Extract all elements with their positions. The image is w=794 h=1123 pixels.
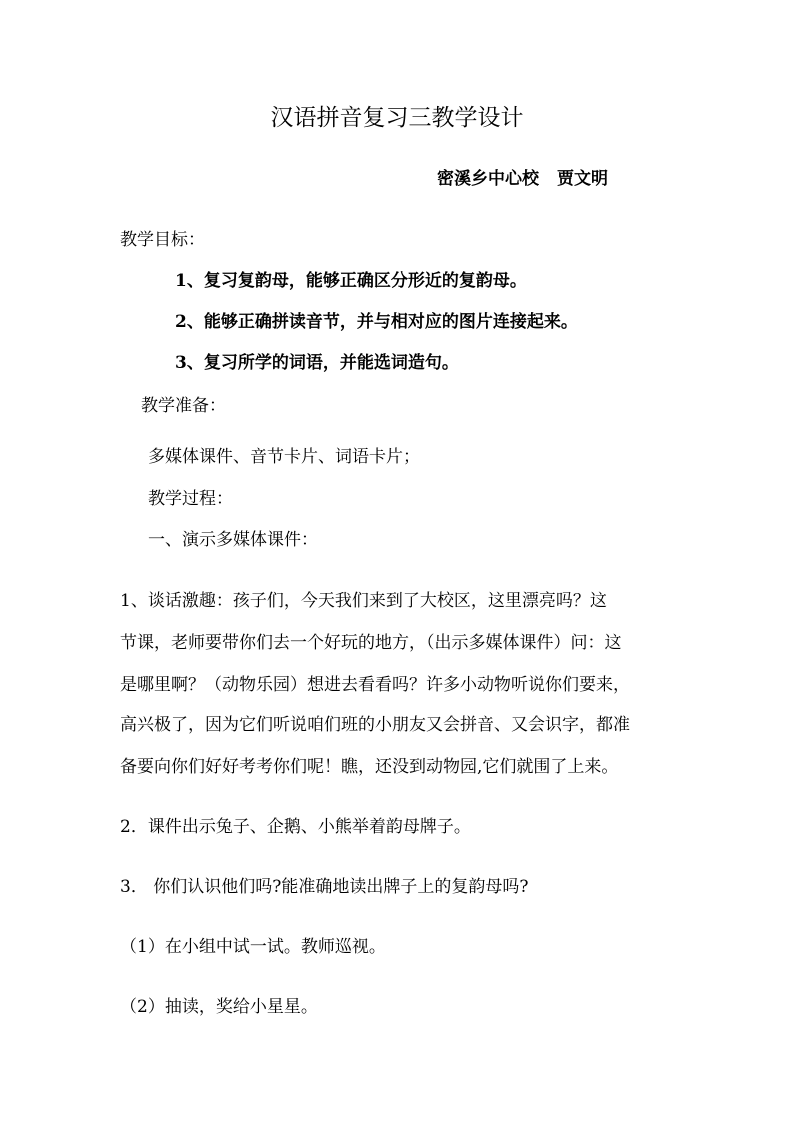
document-title: 汉语拼音复习三教学设计 [270,105,524,131]
section-heading-1: 一、演示多媒体课件： [148,530,318,550]
sub-step-2: （2）抽读，奖给小星星。 [120,997,318,1017]
step-3: 3． 你们认识他们吗?能准确地读出牌子上的复韵母吗? [120,877,529,897]
step1-line-3: 是哪里啊？（动物乐园）想进去看看吗？许多小动物听说你们要来， [120,675,630,695]
objective-item-2: 2、能够正确拼读音节，并与相对应的图片连接起来。 [175,312,578,332]
preparation-content: 多媒体课件、音节卡片、词语卡片； [148,447,420,467]
objectives-heading: 教学目标： [120,230,205,250]
step1-line-1: 1、谈话激趣：孩子们，今天我们来到了大校区，这里漂亮吗？这 [120,591,607,611]
objective-item-1: 1、复习复韵母，能够正确区分形近的复韵母。 [175,271,527,291]
step1-line-2: 节课，老师要带你们去一个好玩的地方，（出示多媒体课件）问：这 [120,633,622,653]
process-heading: 教学过程： [148,489,233,509]
author-line [437,168,608,190]
preparation-heading: 教学准备： [141,396,226,416]
author-school: 密溪乡中心校 [437,169,539,189]
sub-step-1: （1）在小组中试一试。教师巡视。 [120,937,386,957]
step-2: 2．课件出示兔子、企鹅、小熊举着韵母牌子。 [120,817,471,837]
step1-line-4: 高兴极了，因为它们听说咱们班的小朋友又会拼音、又会识字，都准 [120,715,630,735]
step1-line-5: 备要向你们好好考考你们呢！瞧，还没到动物园,它们就围了上来。 [120,757,619,777]
objective-item-3: 3、复习所学的词语，并能选词造句。 [175,353,459,373]
author-name: 贾文明 [557,169,608,189]
